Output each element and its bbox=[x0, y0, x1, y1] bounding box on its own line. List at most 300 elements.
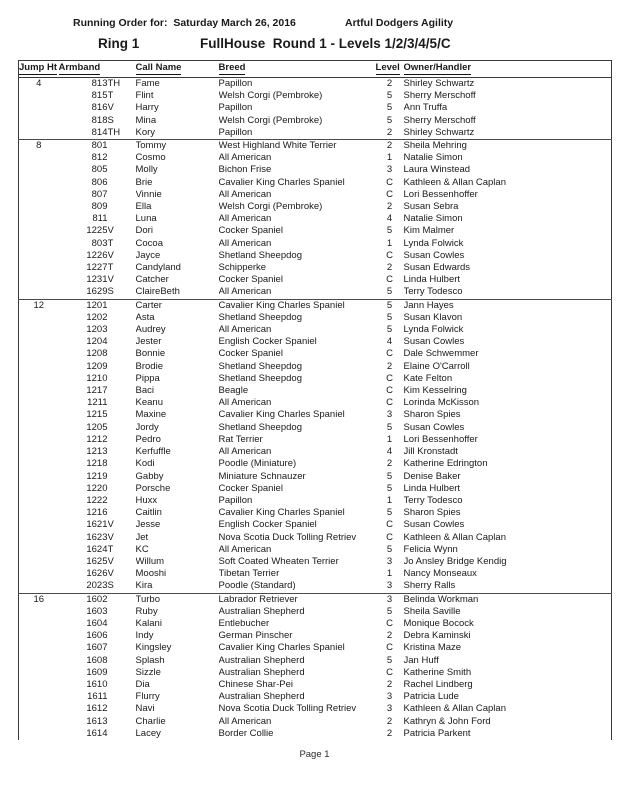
armband-tag-cell: V bbox=[107, 568, 114, 580]
call-name-cell: Brie bbox=[135, 176, 153, 188]
owner-handler-cell: Susan Cowles bbox=[403, 519, 465, 531]
owner-handler-cell: Jo Ansley Bridge Kendig bbox=[403, 555, 507, 567]
call-name-cell: Brodie bbox=[135, 360, 163, 372]
breed-cell: Welsh Corgi (Pembroke) bbox=[218, 90, 323, 102]
armband-tag-cell: T bbox=[107, 90, 114, 102]
call-name-cell: Molly bbox=[135, 164, 158, 176]
level-cell: 4 bbox=[386, 336, 393, 348]
call-name-cell: Jet bbox=[135, 531, 149, 543]
jump-height-cell bbox=[19, 667, 59, 679]
armband-tag-cell bbox=[108, 655, 136, 667]
owner-handler-cell: Sheila Saville bbox=[403, 605, 461, 617]
breed-cell: Beagle bbox=[218, 385, 249, 397]
breed-cell: Poodle (Standard) bbox=[218, 580, 296, 592]
jump-height-cell bbox=[19, 127, 59, 140]
breed-cell: English Cocker Spaniel bbox=[218, 519, 317, 531]
jump-height-cell: 16 bbox=[19, 593, 59, 606]
jump-height-cell bbox=[19, 189, 59, 201]
owner-handler-cell: Kathleen & Allan Caplan bbox=[403, 531, 506, 543]
breed-cell: Australian Shepherd bbox=[218, 691, 305, 703]
level-cell: 5 bbox=[386, 654, 393, 666]
jump-height-cell bbox=[19, 385, 59, 397]
armband-number-cell: 1218 bbox=[86, 458, 108, 470]
jump-height-cell bbox=[19, 164, 59, 176]
armband-tag-cell bbox=[108, 495, 136, 507]
armband-number-cell: 1625 bbox=[86, 555, 108, 567]
jump-height-cell bbox=[19, 568, 59, 580]
column-header-jump-ht: Jump Ht bbox=[19, 61, 59, 78]
breed-cell: Shetland Sheepdog bbox=[218, 421, 302, 433]
armband-tag-cell bbox=[108, 312, 136, 324]
breed-cell: Cocker Spaniel bbox=[218, 274, 283, 286]
running-order-table bbox=[18, 60, 612, 740]
jump-height-cell bbox=[19, 373, 59, 385]
table-row bbox=[19, 250, 612, 262]
armband-tag-cell bbox=[108, 630, 136, 642]
armband-tag-cell: V bbox=[107, 274, 114, 286]
level-cell: 1 bbox=[386, 494, 393, 506]
armband-number-cell: 1209 bbox=[86, 360, 108, 372]
level-cell: C bbox=[386, 642, 393, 654]
level-cell: 3 bbox=[386, 691, 393, 703]
jump-height-cell bbox=[19, 225, 59, 237]
table-row bbox=[19, 655, 612, 667]
call-name-cell: Flurry bbox=[135, 691, 160, 703]
table-row bbox=[19, 299, 612, 312]
jump-height-cell bbox=[19, 728, 59, 740]
owner-handler-cell: Shirley Schwartz bbox=[403, 126, 475, 138]
armband-number-cell: 1201 bbox=[59, 299, 108, 312]
jump-height-cell bbox=[19, 102, 59, 114]
armband-tag-cell bbox=[108, 593, 136, 606]
table-row bbox=[19, 507, 612, 519]
armband-number-cell: 1227 bbox=[86, 262, 108, 274]
breed-cell: Miniature Schnauzer bbox=[218, 470, 306, 482]
call-name-cell: Mooshi bbox=[135, 568, 167, 580]
jump-height-cell bbox=[19, 152, 59, 164]
breed-cell: Australian Shepherd bbox=[218, 605, 305, 617]
owner-handler-cell: Susan Sebra bbox=[403, 201, 459, 213]
jump-height-cell bbox=[19, 483, 59, 495]
table-row bbox=[19, 238, 612, 250]
jump-height-cell bbox=[19, 434, 59, 446]
table-row bbox=[19, 324, 612, 336]
jump-height-cell bbox=[19, 691, 59, 703]
call-name-cell: Flint bbox=[135, 90, 154, 102]
owner-handler-cell: Susan Cowles bbox=[403, 421, 465, 433]
breed-cell: Papillon bbox=[218, 102, 253, 114]
jump-height-cell bbox=[19, 238, 59, 250]
breed-cell: Nova Scotia Duck Tolling Retriev bbox=[218, 703, 357, 715]
level-cell: C bbox=[386, 617, 393, 629]
owner-handler-cell: Linda Hulbert bbox=[403, 482, 461, 494]
call-name-cell: ClaireBeth bbox=[135, 286, 180, 298]
level-cell: C bbox=[386, 188, 393, 200]
armband-number-cell: 813 bbox=[91, 78, 108, 89]
level-cell: 4 bbox=[386, 446, 393, 458]
level-cell: 5 bbox=[386, 311, 393, 323]
armband-tag-cell bbox=[108, 434, 136, 446]
call-name-cell: Splash bbox=[135, 654, 165, 666]
breed-cell: All American bbox=[218, 188, 272, 200]
call-name-cell: Kingsley bbox=[135, 642, 172, 654]
table-row bbox=[19, 348, 612, 360]
jump-height-cell: 4 bbox=[36, 78, 42, 89]
owner-handler-cell: Felicia Wynn bbox=[403, 543, 458, 555]
armband-tag-cell bbox=[108, 458, 136, 470]
level-cell: 2 bbox=[386, 458, 393, 470]
jump-height-cell bbox=[19, 312, 59, 324]
level-cell: 2 bbox=[386, 727, 393, 739]
breed-cell: Labrador Retriever bbox=[219, 593, 376, 606]
armband-tag-cell bbox=[108, 189, 136, 201]
breed-cell: English Cocker Spaniel bbox=[218, 336, 317, 348]
level-cell: 5 bbox=[386, 605, 393, 617]
table-row bbox=[19, 262, 612, 274]
breed-cell: Nova Scotia Duck Tolling Retriev bbox=[218, 531, 357, 543]
armband-tag-cell bbox=[108, 507, 136, 519]
table-row bbox=[19, 213, 612, 225]
call-name-cell: Carter bbox=[136, 299, 219, 312]
owner-handler-cell: Lori Bessenhoffer bbox=[403, 433, 478, 445]
level-cell: 3 bbox=[386, 164, 393, 176]
armband-tag-cell bbox=[108, 642, 136, 654]
call-name-cell: Fame bbox=[135, 78, 160, 89]
armband-number-cell: 805 bbox=[91, 164, 108, 176]
owner-handler-cell: Shirley Schwartz bbox=[403, 78, 475, 89]
armband-number-cell: 1624 bbox=[86, 543, 108, 555]
owner-handler-cell: Lynda Folwick bbox=[403, 324, 464, 336]
level-cell: 2 bbox=[386, 126, 393, 138]
breed-cell: All American bbox=[218, 397, 272, 409]
breed-cell: Chinese Shar-Pei bbox=[218, 678, 293, 690]
table-row bbox=[19, 716, 612, 728]
armband-number-cell: 811 bbox=[92, 213, 108, 225]
table-row bbox=[19, 152, 612, 164]
level-cell: C bbox=[386, 249, 393, 261]
breed-cell: Papillon bbox=[218, 494, 253, 506]
table-row bbox=[19, 373, 612, 385]
call-name-cell: Asta bbox=[135, 311, 155, 323]
armband-number-cell: 801 bbox=[59, 140, 108, 153]
armband-tag-cell: S bbox=[107, 580, 114, 592]
armband-tag-cell bbox=[108, 618, 136, 630]
level-cell: 5 bbox=[386, 470, 393, 482]
level-cell: 5 bbox=[386, 90, 393, 102]
level-cell: 2 bbox=[386, 262, 393, 274]
breed-cell: All American bbox=[218, 543, 272, 555]
breed-cell: All American bbox=[218, 237, 272, 249]
table-row bbox=[19, 679, 612, 691]
level-cell: C bbox=[386, 519, 393, 531]
jump-height-cell bbox=[19, 361, 59, 373]
armband-tag-cell bbox=[108, 152, 136, 164]
armband-tag-cell bbox=[108, 177, 136, 189]
armband-tag-cell: T bbox=[107, 237, 114, 249]
armband-number-cell: 1225 bbox=[86, 225, 108, 237]
class-title: FullHouse Round 1 - Levels 1/2/3/4/5/C bbox=[200, 36, 451, 51]
breed-cell: Shetland Sheepdog bbox=[218, 372, 302, 384]
ring-label: Ring 1 bbox=[98, 36, 140, 51]
owner-handler-cell: Susan Edwards bbox=[403, 262, 471, 274]
jump-height-cell bbox=[19, 642, 59, 654]
call-name-cell: Caitlin bbox=[135, 507, 162, 519]
armband-number-cell: 806 bbox=[91, 176, 108, 188]
level-cell: 5 bbox=[386, 507, 393, 519]
armband-number-cell: 809 bbox=[91, 201, 108, 213]
jump-height-cell bbox=[19, 446, 59, 458]
owner-handler-cell: Patricia Lude bbox=[403, 691, 459, 703]
armband-number-cell: 1226 bbox=[86, 249, 108, 261]
owner-handler-cell: Lorinda McKisson bbox=[403, 397, 480, 409]
jump-height-cell bbox=[19, 336, 59, 348]
jump-height-cell bbox=[19, 495, 59, 507]
table-row bbox=[19, 568, 612, 580]
breed-cell: Cocker Spaniel bbox=[218, 482, 283, 494]
owner-handler-cell: Elaine O'Carroll bbox=[403, 360, 470, 372]
jump-height-cell bbox=[19, 286, 59, 299]
breed-cell: Soft Coated Wheaten Terrier bbox=[218, 555, 339, 567]
armband-number-cell: 1607 bbox=[86, 642, 108, 654]
jump-height-cell bbox=[19, 703, 59, 715]
owner-handler-cell: Sharon Spies bbox=[403, 507, 461, 519]
armband-number-cell: 1602 bbox=[59, 593, 108, 606]
running-order-body bbox=[19, 78, 612, 740]
call-name-cell: Dia bbox=[135, 678, 150, 690]
breed-cell: Cavalier King Charles Spaniel bbox=[219, 299, 376, 312]
breed-cell: Shetland Sheepdog bbox=[218, 311, 302, 323]
owner-handler-cell: Katherine Smith bbox=[403, 666, 472, 678]
breed-cell: Bichon Frise bbox=[218, 164, 272, 176]
level-cell: 4 bbox=[386, 213, 393, 225]
column-header-breed: Breed bbox=[219, 61, 376, 78]
breed-cell: Entlebucher bbox=[218, 617, 270, 629]
call-name-cell: Mina bbox=[135, 114, 157, 126]
armband-tag-cell bbox=[108, 336, 136, 348]
table-row bbox=[19, 397, 612, 409]
owner-handler-cell: Kathleen & Allan Caplan bbox=[403, 176, 506, 188]
table-row bbox=[19, 728, 612, 740]
call-name-cell: Dori bbox=[135, 225, 153, 237]
armband-tag-cell bbox=[108, 385, 136, 397]
armband-number-cell: 1203 bbox=[86, 324, 108, 336]
breed-cell: Cavalier King Charles Spaniel bbox=[218, 507, 345, 519]
call-name-cell: Navi bbox=[135, 703, 155, 715]
breed-cell: All American bbox=[218, 446, 272, 458]
armband-number-cell: 1606 bbox=[86, 630, 108, 642]
table-row bbox=[19, 495, 612, 507]
table-row bbox=[19, 189, 612, 201]
call-name-cell: Catcher bbox=[135, 274, 169, 286]
jump-height-cell bbox=[19, 177, 59, 189]
armband-number-cell: 1614 bbox=[86, 727, 108, 739]
breed-cell: Australian Shepherd bbox=[218, 666, 305, 678]
table-row bbox=[19, 458, 612, 470]
armband-tag-cell: S bbox=[107, 114, 114, 126]
table-row bbox=[19, 90, 612, 102]
breed-cell: Cavalier King Charles Spaniel bbox=[218, 642, 345, 654]
breed-cell: All American bbox=[218, 152, 272, 164]
owner-handler-cell: Natalie Simon bbox=[403, 152, 463, 164]
owner-handler-cell: Kristina Maze bbox=[403, 642, 462, 654]
armband-tag-cell: V bbox=[107, 531, 114, 543]
armband-tag-cell: V bbox=[107, 102, 114, 114]
owner-handler-cell: Katherine Edrington bbox=[403, 458, 488, 470]
armband-number-cell: 1211 bbox=[87, 397, 108, 409]
armband-number-cell: 1222 bbox=[86, 494, 108, 506]
column-header-level: Level bbox=[376, 61, 404, 78]
table-row bbox=[19, 703, 612, 715]
level-cell: C bbox=[386, 348, 393, 360]
level-cell: C bbox=[386, 274, 393, 286]
table-row bbox=[19, 102, 612, 114]
page-number: Page 1 bbox=[299, 749, 330, 760]
table-row bbox=[19, 544, 612, 556]
call-name-cell: Gabby bbox=[135, 470, 164, 482]
owner-handler-cell: Terry Todesco bbox=[403, 286, 463, 298]
jump-height-cell bbox=[19, 409, 59, 421]
owner-handler-cell: Denise Baker bbox=[403, 470, 461, 482]
armband-number-cell: 1219 bbox=[86, 470, 108, 482]
owner-handler-cell: Belinda Workman bbox=[404, 593, 612, 606]
armband-number-cell: 1212 bbox=[86, 433, 108, 445]
table-row bbox=[19, 201, 612, 213]
armband-tag-cell: V bbox=[107, 249, 114, 261]
armband-number-cell: 1611 bbox=[87, 691, 108, 703]
armband-tag-cell bbox=[108, 397, 136, 409]
call-name-cell: Kalani bbox=[135, 617, 162, 629]
table-row bbox=[19, 606, 612, 618]
level-cell: 5 bbox=[386, 324, 393, 336]
owner-handler-cell: Sharon Spies bbox=[403, 409, 461, 421]
level-cell: C bbox=[386, 397, 393, 409]
call-name-cell: Lacey bbox=[135, 727, 161, 739]
armband-tag-cell: V bbox=[107, 519, 114, 531]
armband-tag-cell: T bbox=[107, 543, 114, 555]
jump-height-cell bbox=[19, 348, 59, 360]
armband-number-cell: 803 bbox=[91, 237, 108, 249]
call-name-cell: Vinnie bbox=[135, 188, 162, 200]
armband-tag-cell bbox=[108, 213, 136, 225]
owner-handler-cell: Dale Schwemmer bbox=[403, 348, 479, 360]
owner-handler-cell: Susan Cowles bbox=[403, 336, 465, 348]
table-row bbox=[19, 127, 612, 140]
breed-cell: Rat Terrier bbox=[218, 433, 263, 445]
armband-number-cell: 2023 bbox=[86, 580, 108, 592]
level-cell: 1 bbox=[386, 568, 393, 580]
owner-handler-cell: Laura Winstead bbox=[403, 164, 471, 176]
call-name-cell: Bonnie bbox=[135, 348, 166, 360]
jump-height-cell bbox=[19, 655, 59, 667]
armband-number-cell: 1208 bbox=[86, 348, 108, 360]
jump-height-cell bbox=[19, 397, 59, 409]
armband-number-cell: 1210 bbox=[86, 372, 108, 384]
jump-height-cell bbox=[19, 422, 59, 434]
level-cell: 2 bbox=[386, 630, 393, 642]
jump-height-cell bbox=[19, 324, 59, 336]
armband-tag-cell: TH bbox=[107, 126, 121, 138]
jump-height-cell bbox=[19, 630, 59, 642]
column-header-armband: Armband bbox=[59, 61, 136, 78]
call-name-cell: Ruby bbox=[135, 605, 158, 617]
armband-number-cell: 1215 bbox=[86, 409, 108, 421]
table-row bbox=[19, 361, 612, 373]
table-row bbox=[19, 471, 612, 483]
level-cell: 3 bbox=[386, 555, 393, 567]
armband-tag-cell bbox=[108, 140, 136, 153]
table-row bbox=[19, 409, 612, 421]
owner-handler-cell: Rachel Lindberg bbox=[403, 678, 473, 690]
level-cell: 5 bbox=[386, 421, 393, 433]
table-row bbox=[19, 630, 612, 642]
armband-number-cell: 1217 bbox=[86, 385, 108, 397]
armband-number-cell: 1626 bbox=[86, 568, 108, 580]
table-row bbox=[19, 336, 612, 348]
breed-cell: Cocker Spaniel bbox=[218, 225, 283, 237]
table-row bbox=[19, 274, 612, 286]
armband-number-cell: 1621 bbox=[86, 519, 108, 531]
call-name-cell: Jayce bbox=[135, 249, 161, 261]
armband-tag-cell bbox=[108, 324, 136, 336]
breed-cell: Australian Shepherd bbox=[218, 654, 305, 666]
owner-handler-cell: Jill Kronstadt bbox=[403, 446, 458, 458]
call-name-cell: Kodi bbox=[135, 458, 155, 470]
breed-cell: Schipperke bbox=[218, 262, 267, 274]
level-cell: C bbox=[386, 666, 393, 678]
armband-number-cell: 1613 bbox=[86, 715, 108, 727]
level-cell: 2 bbox=[376, 140, 404, 153]
armband-number-cell: 816 bbox=[91, 102, 108, 114]
armband-tag-cell bbox=[108, 667, 136, 679]
table-row bbox=[19, 115, 612, 127]
owner-handler-cell: Monique Bocock bbox=[403, 617, 474, 629]
breed-cell: Tibetan Terrier bbox=[218, 568, 280, 580]
breed-cell: Shetland Sheepdog bbox=[218, 249, 302, 261]
level-cell: C bbox=[386, 372, 393, 384]
armband-number-cell: 1213 bbox=[86, 446, 108, 458]
call-name-cell: Kory bbox=[135, 126, 156, 138]
level-cell: 5 bbox=[386, 543, 393, 555]
armband-number-cell: 1604 bbox=[86, 617, 108, 629]
owner-handler-cell: Sherry Ralls bbox=[403, 580, 456, 592]
jump-height-cell bbox=[19, 262, 59, 274]
armband-tag-cell: TH bbox=[107, 78, 121, 89]
level-cell: 3 bbox=[386, 703, 393, 715]
owner-handler-cell: Lynda Folwick bbox=[403, 237, 464, 249]
jump-height-cell bbox=[19, 274, 59, 286]
armband-number-cell: 812 bbox=[91, 152, 108, 164]
breed-cell: All American bbox=[218, 324, 272, 336]
level-cell: C bbox=[386, 385, 393, 397]
owner-handler-cell: Kate Felton bbox=[403, 372, 453, 384]
column-header-call-name: Call Name bbox=[136, 61, 219, 78]
call-name-cell: Jester bbox=[135, 336, 162, 348]
owner-handler-cell: Kathryn & John Ford bbox=[403, 715, 491, 727]
table-row bbox=[19, 446, 612, 458]
armband-number-cell: 1220 bbox=[86, 482, 108, 494]
level-cell: 5 bbox=[376, 299, 404, 312]
level-cell: 5 bbox=[386, 225, 393, 237]
jump-height-cell bbox=[19, 90, 59, 102]
armband-tag-cell bbox=[108, 679, 136, 691]
level-cell: 1 bbox=[386, 152, 393, 164]
table-row bbox=[19, 312, 612, 324]
armband-number-cell: 1610 bbox=[86, 678, 108, 690]
table-row bbox=[19, 667, 612, 679]
armband-number-cell: 1603 bbox=[86, 605, 108, 617]
owner-handler-cell: Ann Truffa bbox=[403, 102, 448, 114]
armband-number-cell: 1612 bbox=[86, 703, 108, 715]
